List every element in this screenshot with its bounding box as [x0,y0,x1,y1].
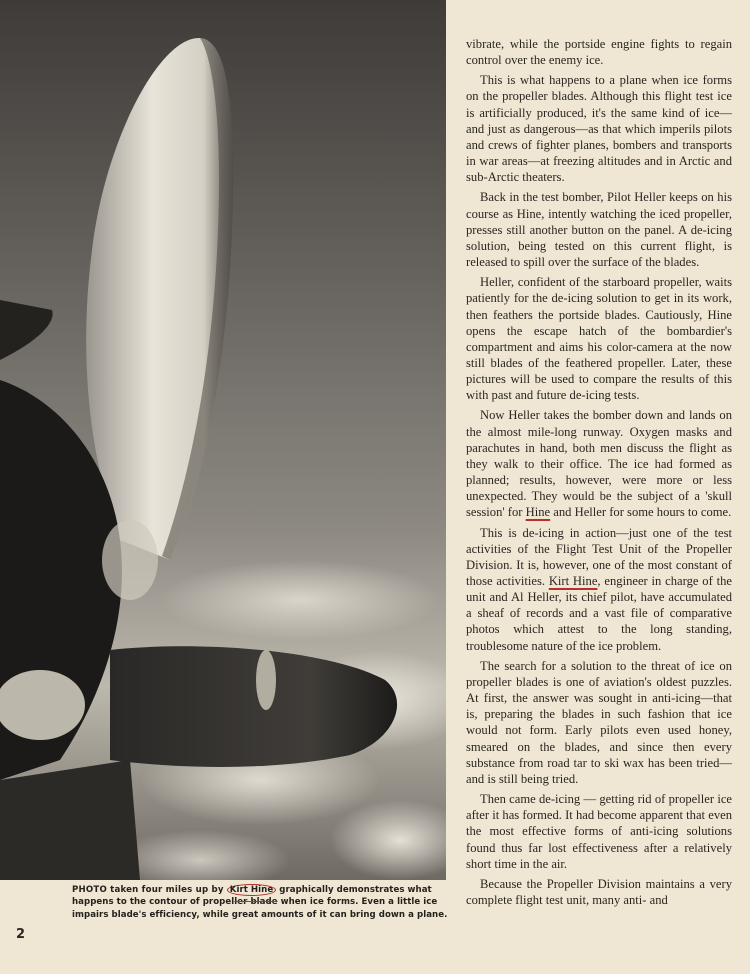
article-column [466,36,732,912]
paragraph-text: and Heller for some hours to come. [550,505,732,520]
caption-circled-name: Kirt Hine [227,884,276,896]
caption-lead: PHOTO taken four miles up by [72,885,224,895]
paragraph: Heller, confident of the starboard propeller, waits patiently for the de-icing solution to get in its work, then feathers the portside blades. Cautiously, Hine opens the escape hatch of the bombardier's compartment and aims his color-camera at the now still blades of the feathered propeller. Later, these pictures will be used to compare the results of this with past and future de-icing tests. [466,275,732,403]
photo-caption [72,884,448,921]
caption-tail: when ice forms. Even a little ice impairs blade's efficiency, while great amounts of it can bring down a plane. [72,897,448,920]
paragraph [466,525,732,654]
paragraph: vibrate, while the portside engine fights to regain control over the enemy ice. [466,37,732,68]
page-number: 2 [16,927,26,942]
underlined-name: Hine [525,505,551,520]
paragraph: This is what happens to a plane when ice forms on the propeller blades. Although this flight test ice is artificially produced, it's the same kind of ice—and just as dangerous—as that which imperils pilots and crews of fighter planes, bombers and transports in war areas—at freezing altitudes and in Arctic and sub-Arctic theaters. [466,73,732,185]
paragraph: Back in the test bomber, Pilot Heller keeps on his course as Hine, intently watching the iced propeller, presses still another button on the panel. A de-icing solution, being tested on this current flight, is released to spill over the surface of the blades. [466,190,732,270]
paragraph [466,407,732,520]
caption-struck-text: ler blade [234,897,278,908]
paragraph: The search for a solution to the threat of ice on propeller blades is one of aviation's oldest puzzles. At first, the answer was sought in anti-icing—that is, preparing the blades in such fashion that ice would not form. Early pilots even used honey, smeared on the blades, and since then every substance from road tar to ski wax has been tried—and is still being tried. [466,658,732,786]
caption-middle: graphically demonstrates what happens to the contour of propel [72,885,432,908]
paragraph-text: , engineer in charge of the unit and Al Heller, its chief pilot, have accumulated a sheaf of records and a vast file of comparative photos which attest to the long standing, troublesome nature of the ice problem. [466,574,732,653]
paragraph-text: This is de-icing in action—just one of the test activities of the Flight Test Unit of the Propeller Division. It is, however, one of the most constant of those activities. [466,525,732,588]
paragraph: Because the Propeller Division maintains a very complete flight test unit, many anti- and [466,876,732,907]
underlined-name: Kirt Hine [548,574,598,588]
paragraph-text: Now Heller takes the bomber down and lands on the almost mile-long runway. Oxygen masks and parachutes in hand, both men discuss the flight as they walk to their office. The ice had formed as planned; results, however, were more or less unexpected. They would be the subject of a 'skull session' for [466,408,732,520]
paragraph: Then came de-icing — getting rid of propeller ice after it has formed. It had become apparent that even the most effective forms of anti-icing solutions found thus far lost effectiveness after a relatively short time in the air. [466,792,732,871]
